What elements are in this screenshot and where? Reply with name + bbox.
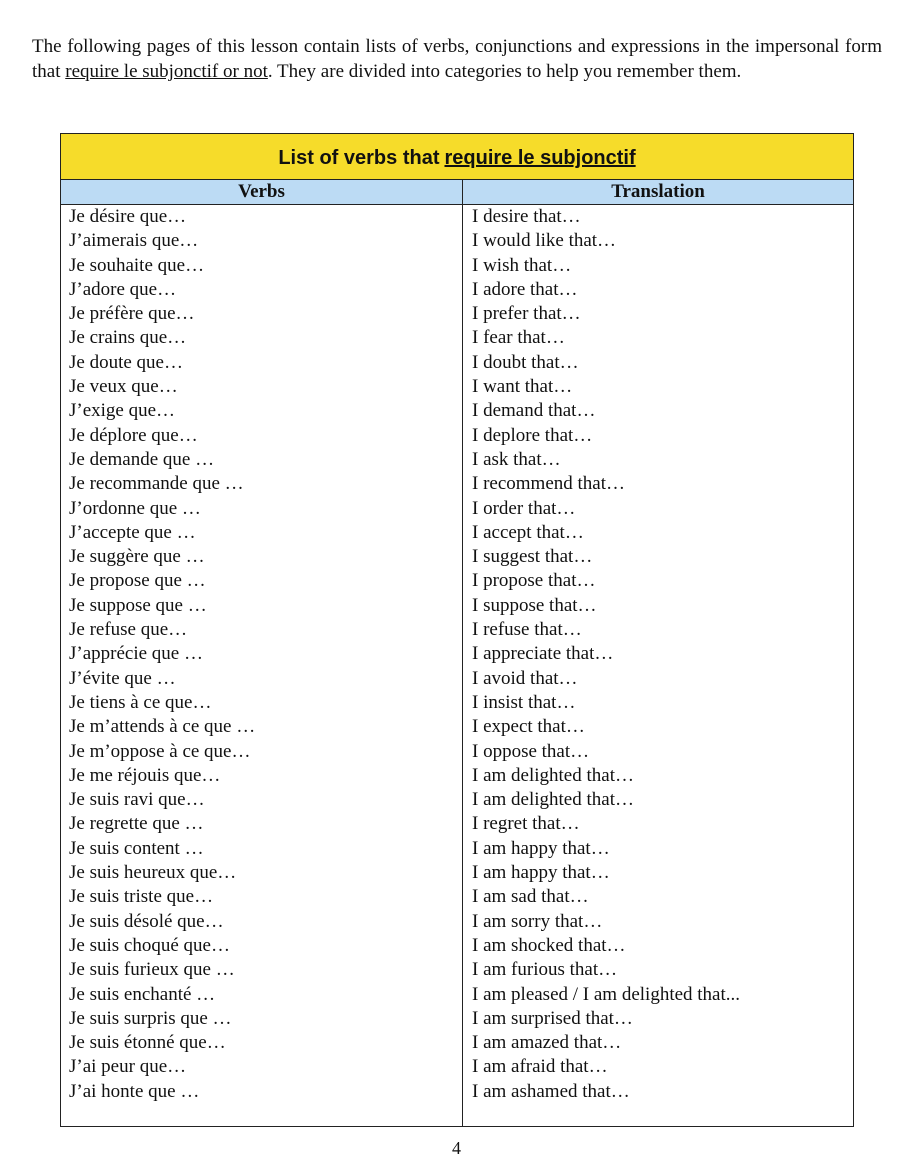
- verb-cell: J’adore que…: [69, 278, 177, 300]
- translation-cell: I am happy that…: [472, 862, 610, 884]
- translation-cell: I am furious that…: [472, 959, 618, 981]
- table-body: [61, 205, 853, 1126]
- verb-cell: J’ai honte que …: [69, 1080, 200, 1102]
- translation-cell: I ask that…: [472, 448, 561, 470]
- verb-cell: Je suis surpris que …: [69, 1007, 232, 1029]
- verb-cell: Je refuse que…: [69, 619, 188, 641]
- page-number: 4: [452, 1138, 461, 1158]
- verb-cell: Je me réjouis que…: [69, 764, 221, 786]
- intro-text-after: . They are divided into categories to help you remember them.: [267, 61, 742, 82]
- verb-cell: Je suis furieux que …: [69, 959, 235, 981]
- translation-cell: I avoid that…: [472, 667, 578, 689]
- translation-cell: I want that…: [472, 376, 573, 398]
- table-title-underlined: require le subjonctif: [444, 147, 636, 169]
- translation-cell: I wish that…: [472, 254, 572, 276]
- verb-cell: Je propose que …: [69, 570, 206, 592]
- translation-cell: I regret that…: [472, 813, 580, 835]
- table-title-prefix: List of verbs that: [278, 147, 440, 169]
- verb-cell: Je suppose que …: [69, 594, 207, 616]
- verb-cell: J’ai peur que…: [69, 1056, 187, 1078]
- verb-cell: Je souhaite que…: [69, 254, 205, 276]
- verbs-column: [61, 205, 463, 1126]
- translation-cell: I adore that…: [472, 278, 578, 300]
- translation-cell: I refuse that…: [472, 619, 582, 641]
- table-header-row: [61, 180, 853, 205]
- translation-cell: I recommend that…: [472, 473, 626, 495]
- intro-paragraph: [32, 34, 882, 84]
- intro-underlined: require le subjonctif or not: [65, 61, 268, 82]
- translation-cell: I appreciate that…: [472, 643, 614, 665]
- translation-cell: I am happy that…: [472, 837, 610, 859]
- translation-cell: I am amazed that…: [472, 1032, 622, 1054]
- verb-cell: Je suis heureux que…: [69, 862, 237, 884]
- translation-cell: I would like that…: [472, 230, 617, 252]
- translation-cell: I order that…: [472, 497, 576, 519]
- verb-cell: J’évite que …: [69, 667, 176, 689]
- verb-cell: Je désire que…: [69, 206, 187, 227]
- verb-cell: Je suggère que …: [69, 546, 205, 568]
- translation-cell: I demand that…: [472, 400, 596, 422]
- column-header-verbs: Verbs: [61, 180, 463, 204]
- translation-cell: I prefer that…: [472, 303, 581, 325]
- column-header-translation: Translation: [611, 181, 705, 202]
- verb-cell: J’apprécie que …: [69, 643, 203, 665]
- verb-cell: Je suis désolé que…: [69, 910, 224, 932]
- translation-cell: I am ashamed that…: [472, 1080, 630, 1102]
- verb-cell: Je suis content …: [69, 837, 204, 859]
- translation-cell: I am surprised that…: [472, 1007, 633, 1029]
- translation-cell: I propose that…: [472, 570, 596, 592]
- verb-cell: Je veux que…: [69, 376, 178, 398]
- verb-cell: Je suis enchanté …: [69, 983, 216, 1005]
- translation-cell: I deplore that…: [472, 424, 593, 446]
- translation-cell: I am delighted that…: [472, 789, 634, 811]
- verb-cell: J’ordonne que …: [69, 497, 201, 519]
- translation-cell: I insist that…: [472, 691, 576, 713]
- translation-cell: I am delighted that…: [472, 764, 634, 786]
- verb-cell: Je tiens à ce que…: [69, 691, 212, 713]
- verb-cell: J’accepte que …: [69, 521, 196, 543]
- translation-column: [463, 205, 853, 1126]
- translation-cell: I am sad that…: [472, 886, 589, 908]
- verb-cell: Je déplore que…: [69, 424, 198, 446]
- translation-cell: I fear that…: [472, 327, 565, 349]
- translation-cell: I am pleased / I am delighted that...: [472, 983, 741, 1005]
- translation-cell: I suggest that…: [472, 546, 593, 568]
- verb-cell: Je préfère que…: [69, 303, 195, 325]
- translation-cell: I expect that…: [472, 716, 585, 738]
- translation-cell: I oppose that…: [472, 740, 590, 762]
- verb-cell: Je m’oppose à ce que…: [69, 740, 251, 762]
- verb-cell: J’exige que…: [69, 400, 176, 422]
- verb-cell: Je doute que…: [69, 351, 183, 373]
- verb-cell: J’aimerais que…: [69, 230, 199, 252]
- translation-cell: I am afraid that…: [472, 1056, 608, 1078]
- verb-cell: Je crains que…: [69, 327, 187, 349]
- translation-cell: I am sorry that…: [472, 910, 603, 932]
- verb-cell: Je suis triste que…: [69, 886, 214, 908]
- table-title: [61, 134, 853, 180]
- translation-cell: I accept that…: [472, 521, 584, 543]
- verb-cell: Je recommande que …: [69, 473, 244, 495]
- verb-cell: Je demande que …: [69, 448, 215, 470]
- verb-cell: Je suis choqué que…: [69, 934, 230, 956]
- verbs-table: [60, 133, 854, 1127]
- verb-cell: Je m’attends à ce que …: [69, 716, 256, 738]
- intro-text-before: The following pages of this lesson contain lists of verbs, conjunctions and expressions in the impersonal form that: [32, 36, 882, 82]
- verb-cell: Je suis ravi que…: [69, 789, 205, 811]
- verb-cell: Je regrette que …: [69, 813, 204, 835]
- translation-cell: I suppose that…: [472, 594, 597, 616]
- translation-cell: I am shocked that…: [472, 934, 626, 956]
- verb-cell: Je suis étonné que…: [69, 1032, 226, 1054]
- translation-cell: I desire that…: [472, 206, 581, 227]
- translation-cell: I doubt that…: [472, 351, 579, 373]
